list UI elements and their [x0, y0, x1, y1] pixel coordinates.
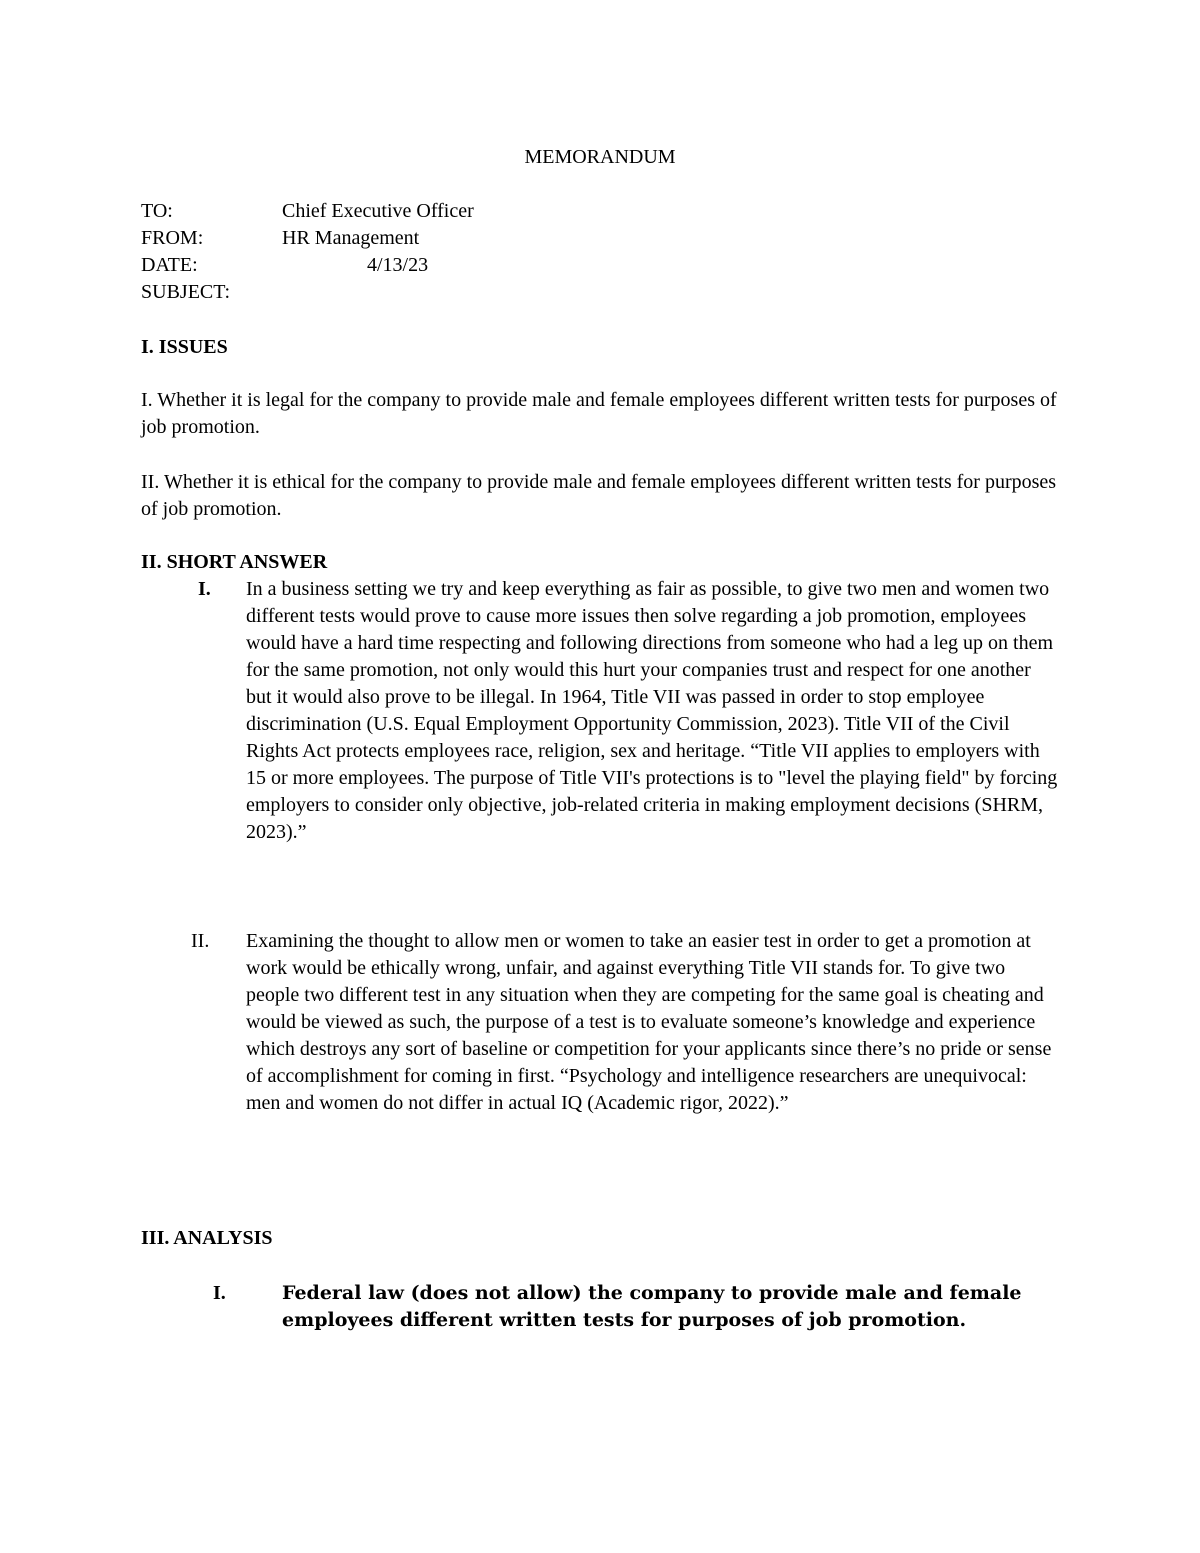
- to-label: TO:: [141, 200, 173, 222]
- to-value: Chief Executive Officer: [282, 200, 474, 222]
- short-answer-heading: II. SHORT ANSWER: [141, 551, 328, 573]
- short-answer-number-1: I.: [198, 578, 211, 600]
- short-answer-number-2: II.: [191, 930, 210, 952]
- date-label: DATE:: [141, 254, 198, 276]
- short-answer-text-1: In a business setting we try and keep everything as fair as possible, to give two men and women two different tests would prove to cause more issues then solve regarding a job promotion, employees would have a hard time respecting and following directions from someone who had a leg up on them for the same promotion, not only would this hurt your companies trust and respect for one another but it would also prove to be illegal. In 1964, Title VII was passed in order to stop employee discrimination (U.S. Equal Employment Opportunity Commission, 2023). Title VII of the Civil Rights Act protects employees race, religion, sex and heritage. “Title VII applies to employers with 15 or more employees. The purpose of Title VII's protections is to "level the playing field" by forcing employers to consider only objective, job-related criteria in making employment decisions (SHRM, 2023).”: [246, 578, 1058, 843]
- date-value: 4/13/23: [367, 254, 429, 276]
- from-value: HR Management: [282, 227, 420, 249]
- issue-item-1: I. Whether it is legal for the company to provide male and female employees different written tests for purposes of job promotion.: [141, 389, 1057, 438]
- short-answer-text-2: Examining the thought to allow men or women to take an easier test in order to get a promotion at work would be ethically wrong, unfair, and against everything Title VII stands for. To give two people two different test in any situation when they are competing for the same goal is cheating and would be viewed as such, the purpose of a test is to evaluate someone’s knowledge and experience which destroys any sort of baseline or competition for your applicants since there’s no pride or sense of accomplishment for coming in first. “Psychology and intelligence researchers are unequivocal: men and women do not differ in actual IQ (Academic rigor, 2022).”: [246, 930, 1052, 1114]
- analysis-number-1: I.: [213, 1282, 226, 1304]
- analysis-heading: III. ANALYSIS: [141, 1227, 273, 1249]
- analysis-item-1: [141, 1280, 1061, 1334]
- short-answer-item-1: [141, 576, 1061, 846]
- analysis-text-1: Federal law (does not allow) the company to provide male and female employees different written tests for purposes of job promotion.: [282, 1282, 1022, 1331]
- short-answer-item-2: [141, 928, 1061, 1117]
- issue-item-2: II. Whether it is ethical for the company to provide male and female employees different written tests for purposes of job promotion.: [141, 471, 1057, 520]
- issues-heading: I. ISSUES: [141, 336, 228, 358]
- memo-title: MEMORANDUM: [524, 146, 676, 168]
- subject-label: SUBJECT:: [141, 281, 231, 303]
- from-label: FROM:: [141, 227, 204, 249]
